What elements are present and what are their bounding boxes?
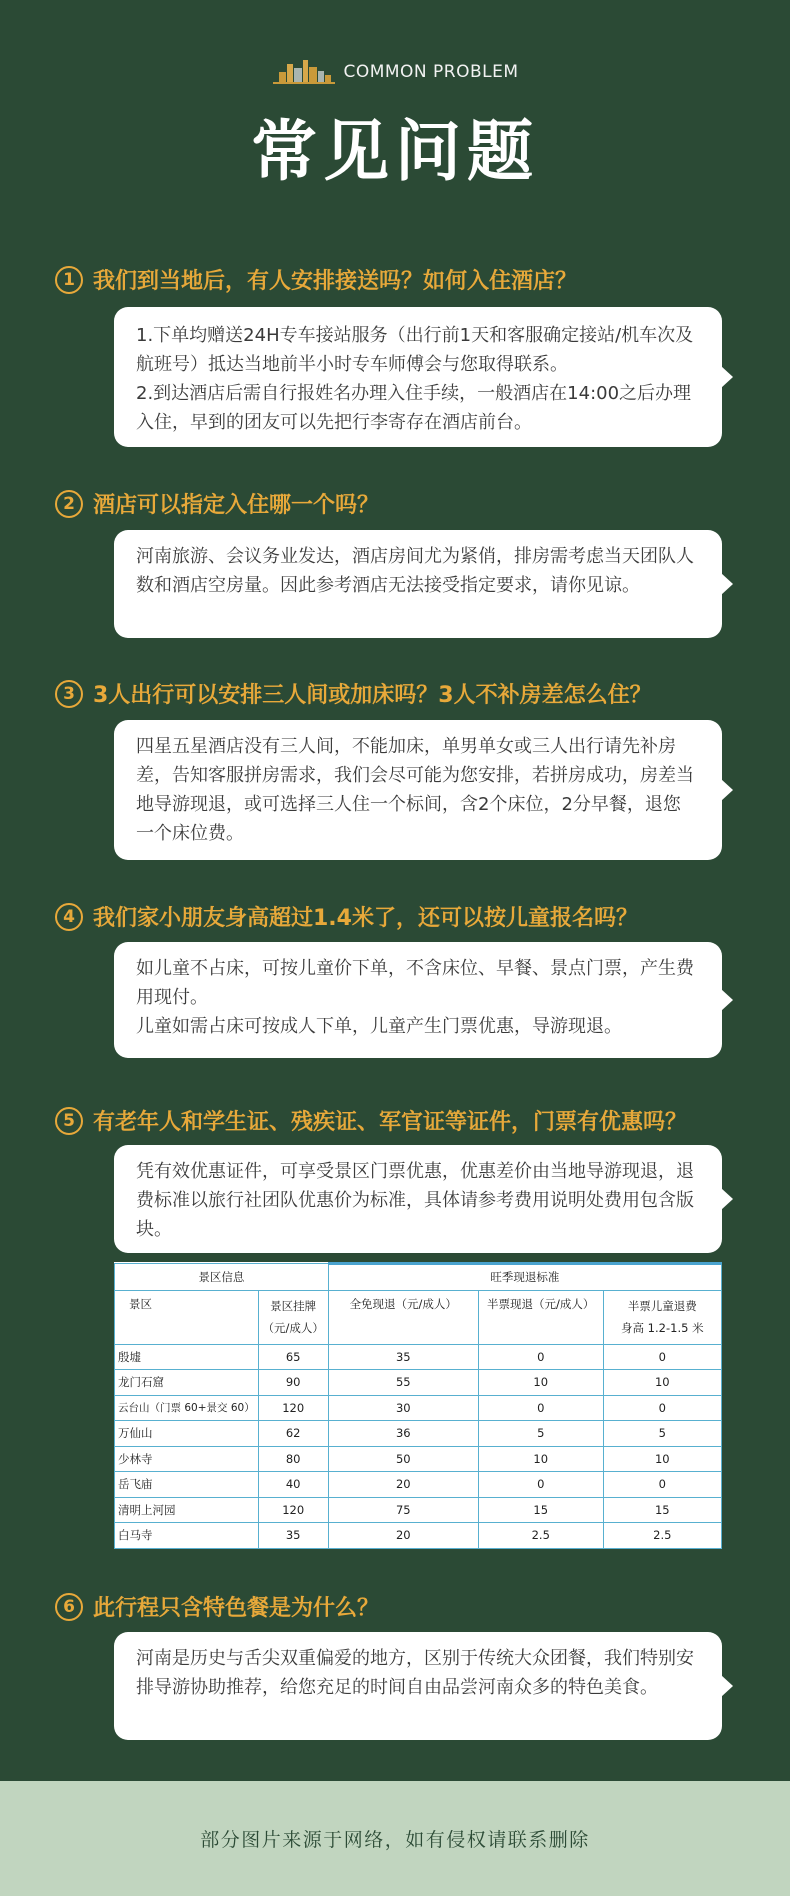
question-3 [55, 678, 652, 709]
cell-half: 2.5 [478, 1523, 603, 1549]
cell-price: 35 [258, 1523, 328, 1549]
answer-text-2: 河南旅游、会议务业发达，酒店房间尤为紧俏，排房需考虑当天团队人数和酒店空房量。因此参考酒店无法接受指定要求，请你见谅。 [136, 546, 694, 596]
answer-text-3: 四星五星酒店没有三人间，不能加床，单男单女或三人出行请先补房差，告知客服拼房需求，我们会尽可能为您安排，若拼房成功，房差当地导游现退，或可选择三人住一个标间，含2个床位，2分早餐，退您一个床位费。 [136, 736, 694, 844]
answer-text-4: 如儿童不占床，可按儿童价下单，不含床位、早餐、景点门票，产生费用现付。 儿童如需占床可按成人下单，儿童产生门票优惠，导游现退。 [136, 958, 694, 1037]
question-text-5: 有老年人和学生证、残疾证、军官证等证件，门票有优惠吗？ [93, 1110, 688, 1135]
question-number-6: 6 [55, 1593, 83, 1621]
cell-price: 40 [258, 1472, 328, 1498]
answer-bubble-3 [114, 720, 722, 860]
ticket-refund-table [114, 1262, 722, 1548]
cell-spot: 万仙山 [115, 1421, 259, 1447]
cell-child: 15 [603, 1497, 721, 1523]
col-header-full: 全免现退（元/成人） [328, 1290, 478, 1344]
col-header-half: 半票现退（元/成人） [478, 1290, 603, 1344]
col-header-spot: 景区 [115, 1290, 259, 1344]
group-header-spot-info: 景区信息 [115, 1264, 329, 1291]
cell-price: 120 [258, 1497, 328, 1523]
table-row [115, 1395, 722, 1421]
question-number-1: 1 [55, 266, 83, 294]
cell-child: 10 [603, 1370, 721, 1396]
refund-table [114, 1262, 722, 1549]
question-text-4: 我们家小朋友身高超过1.4米了，还可以按儿童报名吗？ [93, 906, 638, 931]
table-group-header [115, 1264, 722, 1291]
answer-bubble-5 [114, 1145, 722, 1253]
question-2 [55, 488, 379, 519]
question-number-3: 3 [55, 680, 83, 708]
cell-price: 120 [258, 1395, 328, 1421]
question-number-2: 2 [55, 490, 83, 518]
table-row [115, 1497, 722, 1523]
cell-price: 62 [258, 1421, 328, 1447]
city-skyline-icon [271, 58, 337, 86]
answer-text-1: 1.下单均赠送24H专车接站服务（出行前1天和客服确定接站/机车次及航班号）抵达当地前半小时专车师傅会与您取得联系。 2.到达酒店后需自行报姓名办理入住手续，一般酒店在14:00之后办理入住，早到的团友可以先把行李寄存在酒店前台。 [136, 325, 694, 433]
answer-bubble-6 [114, 1632, 722, 1740]
cell-child: 10 [603, 1446, 721, 1472]
col-header-price-line2: （元/成人） [262, 1321, 324, 1335]
question-text-6: 此行程只含特色餐是为什么？ [93, 1596, 380, 1621]
cell-price: 90 [258, 1370, 328, 1396]
table-row [115, 1421, 722, 1447]
cell-half: 0 [478, 1472, 603, 1498]
cell-full: 50 [328, 1446, 478, 1472]
question-5 [55, 1105, 687, 1136]
cell-spot: 殷墟 [115, 1344, 259, 1370]
question-text-1: 我们到当地后，有人安排接送吗？如何入住酒店？ [93, 269, 578, 294]
col-header-child-line1: 半票儿童退费 [627, 1299, 697, 1313]
question-1 [55, 264, 577, 295]
table-row [115, 1446, 722, 1472]
table-column-header [115, 1290, 722, 1344]
col-header-price-line1: 景区挂牌 [270, 1299, 317, 1313]
cell-price: 80 [258, 1446, 328, 1472]
answer-bubble-2 [114, 530, 722, 638]
col-header-price [258, 1290, 328, 1344]
cell-half: 0 [478, 1344, 603, 1370]
question-text-3: 3人出行可以安排三人间或加床吗？3人不补房差怎么住？ [93, 683, 652, 708]
question-6 [55, 1591, 379, 1622]
cell-spot: 龙门石窟 [115, 1370, 259, 1396]
col-header-child [603, 1290, 721, 1344]
cell-full: 35 [328, 1344, 478, 1370]
question-number-4: 4 [55, 903, 83, 931]
answer-text-6: 河南是历史与舌尖双重偏爱的地方，区别于传统大众团餐，我们特别安排导游协助推荐，给您充足的时间自由品尝河南众多的特色美食。 [136, 1648, 694, 1698]
cell-price: 65 [258, 1344, 328, 1370]
cell-half: 10 [478, 1446, 603, 1472]
table-row [115, 1472, 722, 1498]
table-row [115, 1523, 722, 1549]
cell-half: 10 [478, 1370, 603, 1396]
copyright-note: 部分图片来源于网络，如有侵权请联系删除 [200, 1829, 590, 1851]
cell-half: 0 [478, 1395, 603, 1421]
cell-spot: 云台山（门票 60+景交 60） [115, 1395, 259, 1421]
cell-child: 0 [603, 1395, 721, 1421]
cell-full: 20 [328, 1472, 478, 1498]
cell-full: 55 [328, 1370, 478, 1396]
header-en-title: COMMON PROBLEM [343, 62, 519, 82]
cell-half: 15 [478, 1497, 603, 1523]
question-text-2: 酒店可以指定入住哪一个吗？ [93, 493, 380, 518]
cell-full: 20 [328, 1523, 478, 1549]
cell-child: 0 [603, 1472, 721, 1498]
answer-bubble-4 [114, 942, 722, 1058]
question-number-5: 5 [55, 1107, 83, 1135]
page-footer [0, 1781, 790, 1896]
cell-full: 30 [328, 1395, 478, 1421]
cell-child: 0 [603, 1344, 721, 1370]
answer-text-5: 凭有效优惠证件，可享受景区门票优惠，优惠差价由当地导游现退，退费标准以旅行社团队优惠价为标准，具体请参考费用说明处费用包含版块。 [136, 1161, 694, 1240]
table-row [115, 1370, 722, 1396]
question-4 [55, 901, 638, 932]
page-title: 常见问题 [251, 113, 539, 190]
table-row [115, 1344, 722, 1370]
cell-spot: 白马寺 [115, 1523, 259, 1549]
cell-full: 75 [328, 1497, 478, 1523]
cell-half: 5 [478, 1421, 603, 1447]
cell-full: 36 [328, 1421, 478, 1447]
answer-bubble-1 [114, 307, 722, 447]
page-header [0, 58, 790, 193]
col-header-child-line2: 身高 1.2-1.5 米 [621, 1321, 704, 1335]
cell-child: 2.5 [603, 1523, 721, 1549]
group-header-refund-standard: 旺季现退标准 [328, 1264, 721, 1291]
cell-spot: 清明上河园 [115, 1497, 259, 1523]
cell-spot: 岳飞庙 [115, 1472, 259, 1498]
cell-child: 5 [603, 1421, 721, 1447]
header-logo-row [0, 58, 790, 86]
cell-spot: 少林寺 [115, 1446, 259, 1472]
